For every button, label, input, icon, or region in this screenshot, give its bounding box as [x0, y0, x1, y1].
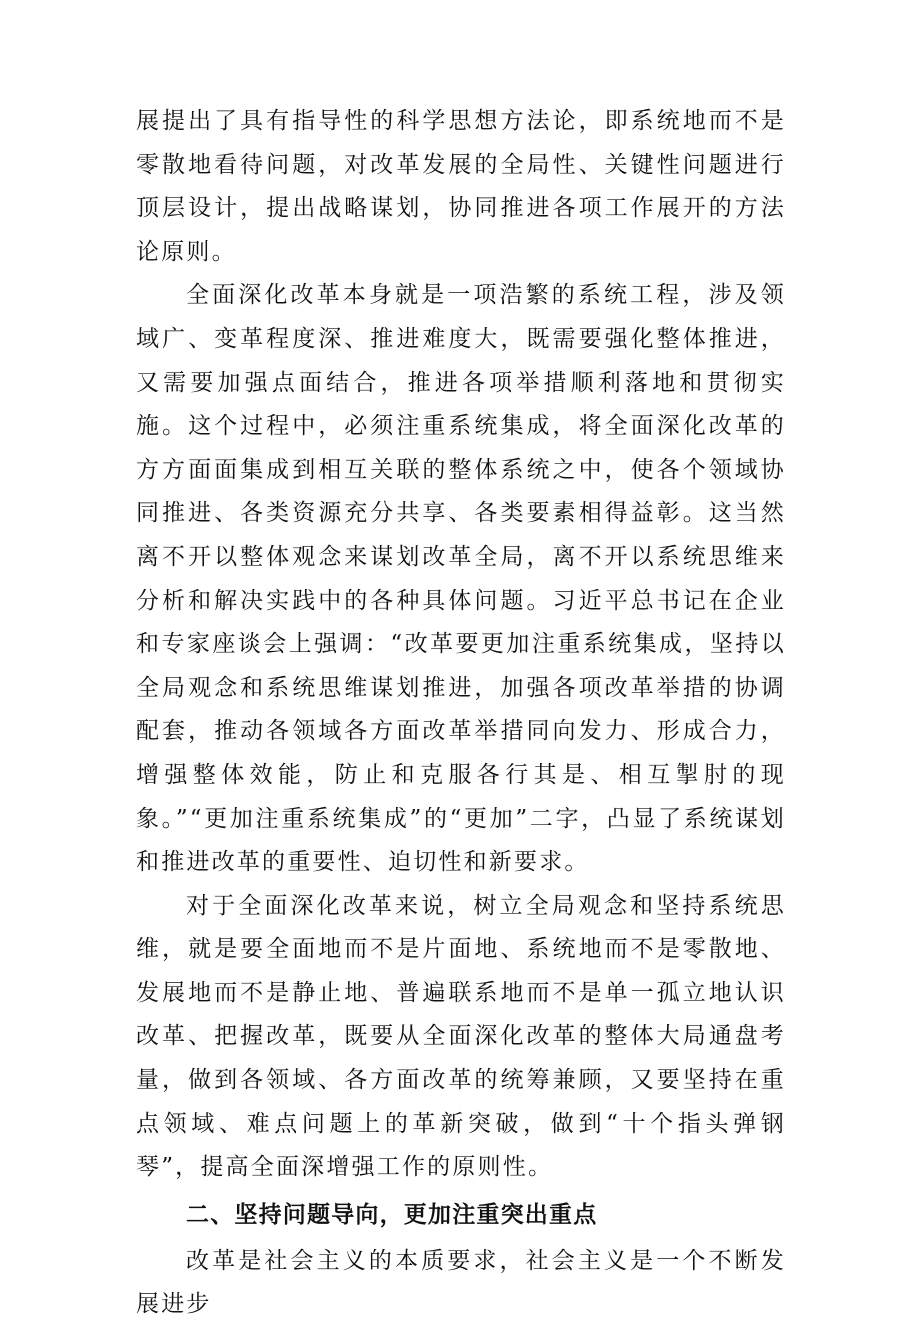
document-body	[136, 100, 786, 1327]
paragraph-socialism-reform: 改革是社会主义的本质要求，社会主义是一个不断发展进步	[136, 1247, 786, 1318]
paragraph-continued: 展提出了具有指导性的科学思想方法论，即系统地而不是零散地看待问题，对改革发展的全局性、关键性问题进行顶层设计，提出战略谋划，协同推进各项工作展开的方法论原则。	[136, 108, 786, 265]
paragraph-system-integration: 全面深化改革本身就是一项浩繁的系统工程，涉及领域广、变革程度深、推进难度大，既需要强化整体推进，又需要加强点面结合，推进各项举措顺利落地和贯彻实施。这个过程中，必须注重系统集成，将全面深化改革的方方面面集成到相互关联的整体系统之中，使各个领域协同推进、各类资源充分共享、各类要素相得益彰。这当然离不开以整体观念来谋划改革全局，离不开以系统思维来分析和解决实践中的各种具体问题。习近平总书记在企业和专家座谈会上强调：“改革要更加注重系统集成，坚持以全局观念和系统思维谋划推进，加强各项改革举措的协调配套，推动各领域各方面改革举措同向发力、形成合力，增强整体效能，防止和克服各行其是、相互掣肘的现象。”“更加注重系统集成”的“更加”二字，凸显了系统谋划和推进改革的重要性、迫切性和新要求。	[136, 282, 786, 876]
paragraph-overall-view: 对于全面深化改革来说，树立全局观念和坚持系统思维，就是要全面地而不是片面地、系统地而不是零散地、发展地而不是静止地、普遍联系地而不是单一孤立地认识改革、把握改革，既要从全面深化改革的整体大局通盘考量，做到各领域、各方面改革的统筹兼顾，又要坚持在重点领域、难点问题上的革新突破，做到“十个指头弹钢琴”，提高全面深增强工作的原则性。	[136, 892, 786, 1181]
section-heading: 二、坚持问题导向，更加注重突出重点	[186, 1201, 598, 1228]
